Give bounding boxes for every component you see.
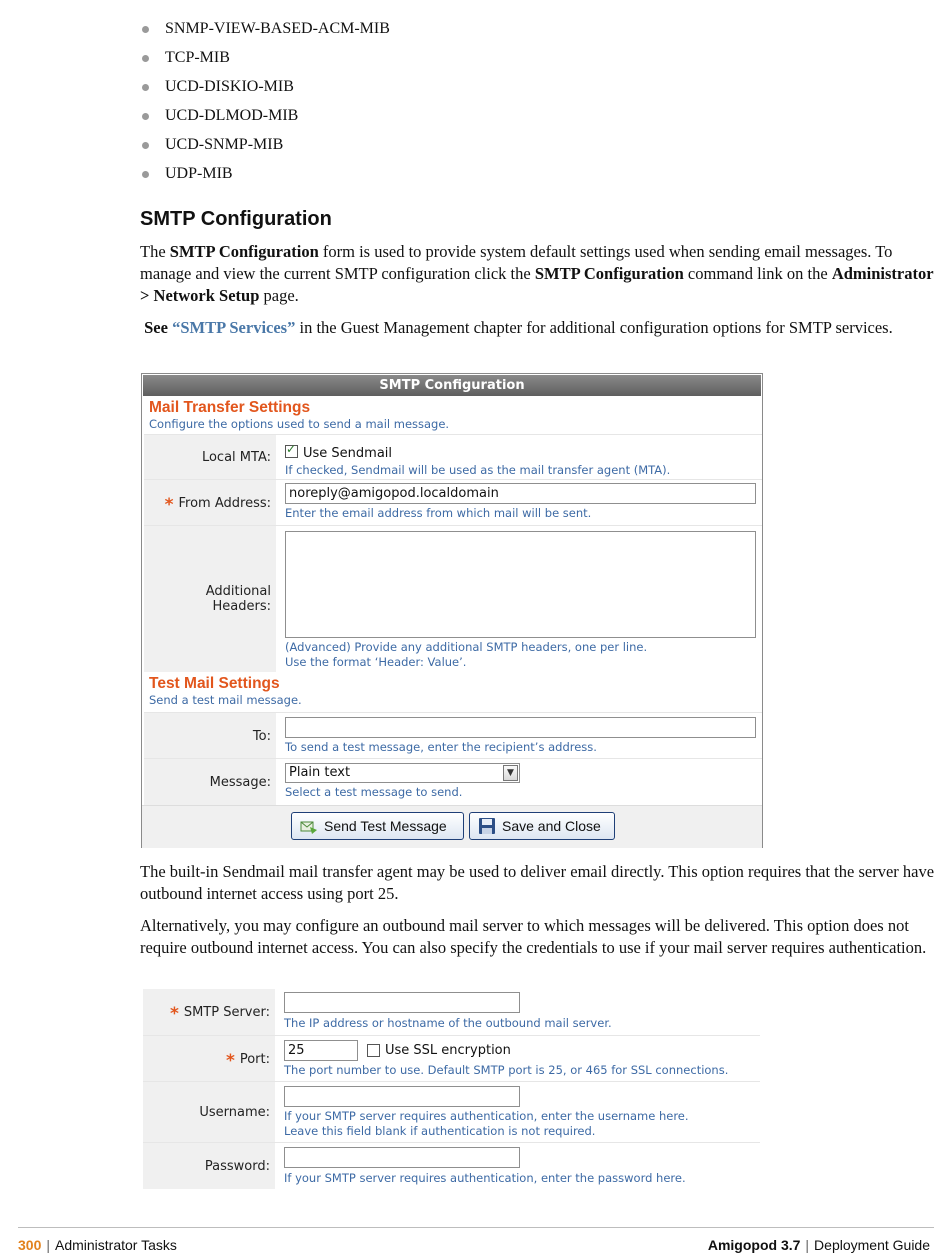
from-address-row [144,479,762,526]
section-subtitle: Configure the options used to send a mail message. [149,417,450,431]
field-hint: Select a test message to send. [285,785,463,799]
field-label: Additional Headers: [144,526,276,672]
list-item: UCD-DISKIO-MIB [140,74,390,103]
chapter-title: Administrator Tasks [55,1237,177,1253]
smtp-config-form [141,373,763,848]
checkbox-label: Use SSL encryption [385,1043,511,1058]
field-hint: Enter the email address from which mail will be sent. [285,506,592,520]
field-label: Local MTA: [144,435,276,480]
field-label: * From Address: [144,480,276,526]
mail-transfer-section [142,399,762,431]
form-title: SMTP Configuration [143,375,761,396]
additional-headers-row [144,525,762,672]
field-hint: If your SMTP server requires authentication, enter the username here. [284,1109,689,1123]
smtp-server-row [143,989,760,1035]
use-sendmail-checkbox[interactable] [285,445,298,458]
list-item: UCD-DLMOD-MIB [140,103,390,132]
use-ssl-checkbox[interactable] [367,1044,380,1057]
field-hint: The IP address or hostname of the outbound mail server. [284,1016,612,1030]
page-number: 300 [18,1237,42,1253]
field-hint: The port number to use. Default SMTP port is 25, or 465 for SSL connections. [284,1063,729,1077]
smtp-server-input[interactable] [284,992,520,1013]
to-row [144,712,762,759]
list-item: UDP-MIB [140,161,390,190]
outbound-server-paragraph: Alternatively, you may configure an outbound mail server to which messages will be delivered. This option does not require outbound internet access. You can also specify the credentials to use if your mail server requires authentication. [140,916,927,957]
send-test-message-button[interactable]: Send Test Message [291,812,464,840]
floppy-disk-icon [478,817,496,835]
field-label: * Port: [143,1036,275,1082]
sendmail-paragraph: The built-in Sendmail mail transfer agent may be used to deliver email directly. This option requires that the server have outbound internet access using port 25. [140,862,935,903]
chevron-down-icon[interactable]: ▼ [503,765,518,781]
field-label: * SMTP Server: [143,989,275,1035]
required-icon: * [225,1051,235,1071]
smtp-services-link[interactable]: “SMTP Services” [172,318,296,337]
bullet-icon [142,55,149,62]
field-label: Message: [144,759,276,805]
to-input[interactable] [285,717,756,738]
send-mail-icon [300,817,318,835]
button-bar [142,805,762,848]
footer-right: Amigopod 3.7 | Deployment Guide [707,1237,930,1253]
field-hint: (Advanced) Provide any additional SMTP headers, one per line. [285,640,648,654]
bullet-icon [142,171,149,178]
field-label: Username: [143,1082,275,1143]
password-row [143,1142,760,1189]
test-mail-section [142,675,762,707]
save-and-close-button[interactable]: Save and Close [469,812,615,840]
field-hint: If checked, Sendmail will be used as the mail transfer agent (MTA). [285,463,671,477]
intro-paragraph: The SMTP Configuration form is used to provide system default settings used when sending email messages. To manage and view the current SMTP configuration click the SMTP Configuration command link on the Administrator > Network Setup page. [140,242,934,305]
bullet-icon [142,84,149,91]
bullet-icon [142,113,149,120]
from-address-input[interactable]: noreply@amigopod.localdomain [285,483,756,504]
mib-list [140,16,390,190]
local-mta-row [144,434,762,480]
section-heading: SMTP Configuration [140,208,332,230]
list-item: UCD-SNMP-MIB [140,132,390,161]
list-item: SNMP-VIEW-BASED-ACM-MIB [140,16,390,45]
bullet-icon [142,142,149,149]
additional-headers-textarea[interactable] [285,531,756,638]
port-input[interactable]: 25 [284,1040,358,1061]
field-label: To: [144,713,276,759]
section-title: Mail Transfer Settings [149,399,311,416]
message-select[interactable]: Plain text ▼ [285,763,520,783]
see-also-paragraph: See “SMTP Services” in the Guest Management chapter for additional configuration options for SMTP services. [144,318,893,337]
footer-divider [18,1227,934,1228]
username-input[interactable] [284,1086,520,1107]
bullet-icon [142,26,149,33]
product-name: Amigopod 3.7 [707,1237,801,1253]
username-row [143,1081,760,1143]
port-row [143,1035,760,1082]
required-icon: * [164,495,174,515]
checkbox-label: Use Sendmail [303,446,393,461]
required-icon: * [169,1004,179,1024]
field-label: Password: [143,1143,275,1189]
password-input[interactable] [284,1147,520,1168]
list-item: TCP-MIB [140,45,390,74]
section-title: Test Mail Settings [149,675,280,692]
section-subtitle: Send a test mail message. [149,693,302,707]
field-hint: If your SMTP server requires authentication, enter the password here. [284,1171,686,1185]
footer-left: 300 | Administrator Tasks [18,1237,177,1253]
field-hint: Leave this field blank if authentication is not required. [284,1124,596,1138]
field-hint: Use the format ‘Header: Value’. [285,655,467,669]
field-hint: To send a test message, enter the recipient’s address. [285,740,597,754]
guide-title: Deployment Guide [814,1237,930,1253]
message-row [144,758,762,805]
